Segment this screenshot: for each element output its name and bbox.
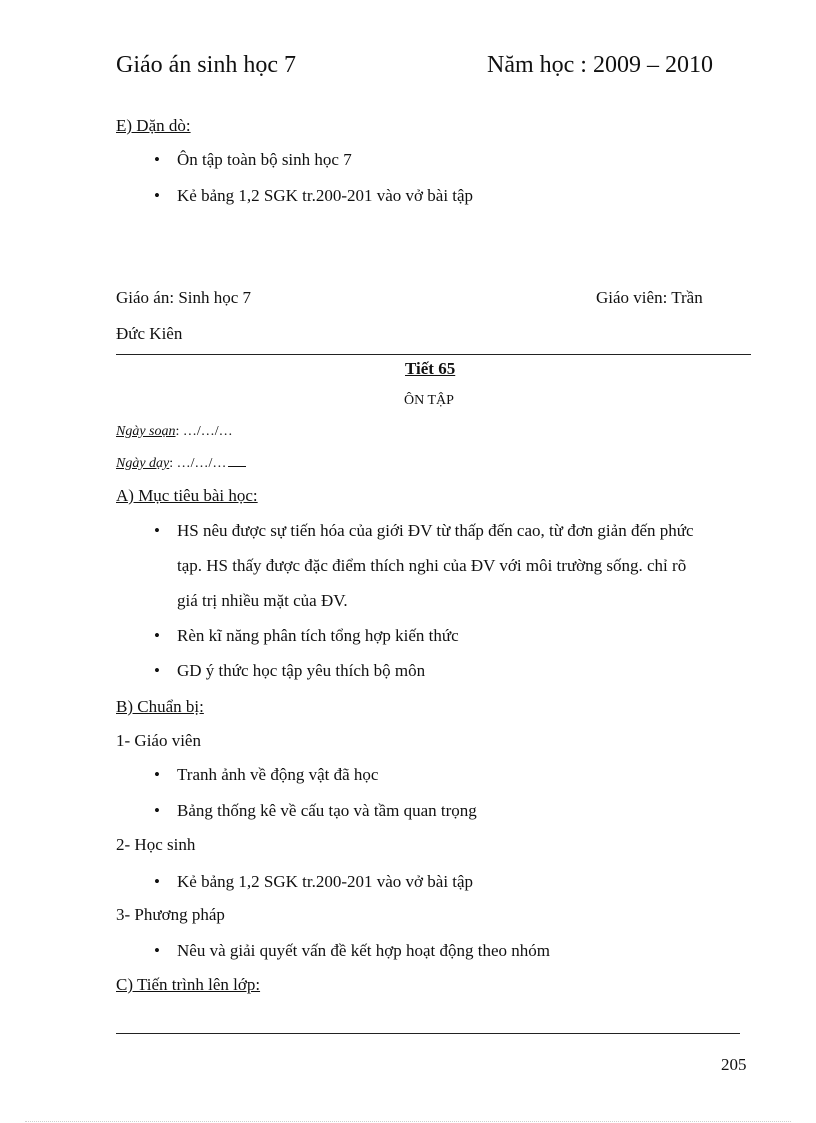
bullet-icon: •	[154, 186, 160, 205]
section-c-heading: C) Tiến trình lên lớp:	[116, 975, 261, 994]
bullet-icon: •	[154, 765, 160, 784]
lesson-plan-label: Giáo án: Sinh học 7	[116, 288, 252, 307]
teacher-name: Đức Kiên	[116, 324, 183, 343]
document-page: Giáo án sinh học 7 Năm học : 2009 – 2010 E) Dặn dò: • Ôn tập toàn bộ sinh học 7 • Kẻ bảng 1,2 SGK tr.200-201 vào vở bài tập Giáo án: Sinh học 7 Giáo viên: Trần Đức Kiên Tiết 65 ÔN TẬP Ngày soạn: …/…/… Ngày dạy: …/…/… A) Mục tiêu bài học: • HS nêu được sự tiến hóa của giới ĐV từ thấp đến cao, từ đơn giản đến phức tạp. HS thấy được đặc điểm thích nghi của ĐV với môi trường sống. chỉ rõ giá trị nhiều mặt của ĐV. • Rèn kĩ năng phân tích tổng hợp kiến thức • GD ý thức học tập yêu thích bộ môn B) Chuẩn bị: 1- Giáo viên • Tranh ảnh về động vật đã học • Bảng thống kê về cấu tạo và tầm quan trọng 2- Học sinh • Kẻ bảng 1,2 SGK tr.200-201 vào vở bài tập 3- Phương pháp • Nêu và giải quyết vấn đề kết hợp hoạt động theo nhóm C) Tiến trình lên lớp: 205	[0, 0, 816, 1123]
bullet-icon: •	[154, 626, 160, 645]
list-item-continuation: giá trị nhiều mặt của ĐV.	[177, 591, 348, 610]
header-school-year: Năm học : 2009 – 2010	[487, 52, 713, 78]
teacher-prep-heading: 1- Giáo viên	[116, 731, 201, 750]
header-subject: Giáo án sinh học 7	[116, 52, 296, 78]
blank-line	[228, 466, 246, 467]
date-taught: Ngày dạy: …/…/…	[116, 456, 246, 472]
bullet-icon: •	[154, 661, 160, 680]
bullet-icon: •	[154, 801, 160, 820]
footer-divider	[116, 1033, 740, 1034]
teacher-label: Giáo viên: Trần	[596, 288, 703, 307]
header-divider	[116, 354, 751, 355]
section-a-heading: A) Mục tiêu bài học:	[116, 486, 258, 505]
lesson-number: Tiết 65	[405, 359, 456, 378]
section-e-heading: E) Dặn dò:	[116, 116, 191, 135]
section-b-heading: B) Chuẩn bị:	[116, 697, 204, 716]
date-prepared: Ngày soạn: …/…/…	[116, 424, 233, 439]
method-heading: 3- Phương pháp	[116, 905, 225, 924]
bullet-icon: •	[154, 521, 160, 540]
bullet-icon: •	[154, 150, 160, 169]
bullet-icon: •	[154, 872, 160, 891]
bullet-icon: •	[154, 941, 160, 960]
page-number: 205	[721, 1055, 747, 1074]
page-bottom-edge	[25, 1121, 791, 1122]
lesson-title: ÔN TẬP	[404, 393, 454, 408]
list-item-continuation: tạp. HS thấy được đặc điểm thích nghi của ĐV với môi trường sống. chỉ rõ	[177, 556, 687, 575]
student-prep-heading: 2- Học sinh	[116, 835, 196, 854]
